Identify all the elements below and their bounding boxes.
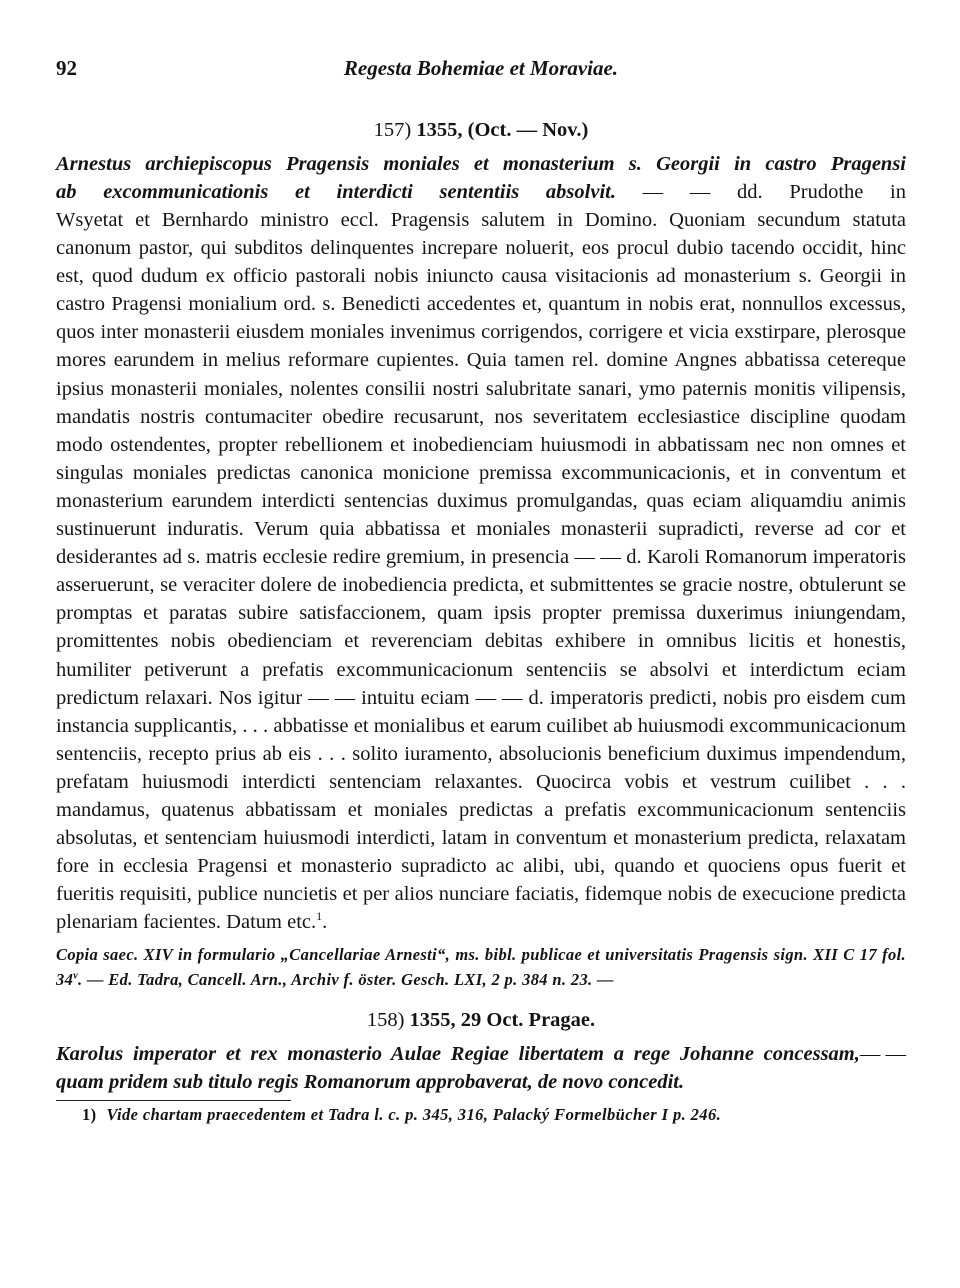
footnote-reference: 1 [316,909,323,924]
document-date: 1355, 29 Oct. Pragae. [409,1009,596,1032]
regest-157-dash: — — dd. Prudothe in [642,181,906,203]
regest-158 [56,1040,906,1096]
source-note-157 [56,942,906,992]
page [56,56,906,1126]
running-head [56,56,906,86]
regest-157-line2 [56,178,906,206]
regest-158-text: Karolus imperator et rex monasterio Aulae Regiae libertatem a rege Johanne concessam, quam pridem sub titulo regis Romanorum approbaverat, de novo concedit. [56,1043,860,1094]
source-note-rest: . — Ed. Tadra, Cancell. Arn., Archiv f. öster. Gesch. LXI, 2 p. 384 n. 23. — [78,970,614,990]
footnote-rule [56,1100,291,1101]
document-text-157: Wsyetat et Bernhardo ministro eccl. Pragensis salutem in Domino. Quoniam secundum statuta canonum pastor, qui subditos delinquentes increpare noluerit, eos procul dubio tacendo occidit, hinc est, quod dudum ex officio pastorali nobis iniuncto causa visitacionis ad monasterium s. Georgii in castro Pragensi monialium ord. s. Benedicti accedentes et, quantum in nobis erat, nonnullos excessus, quos inter monasterii eiusdem moniales invenimus corrigendos, corrigere et vicia exstirpare, plerosque mores earundem in melius reformare cupientes. Quia tamen rel. domine Angnes abbatissa cetereque ipsius monasterii moniales, nolentes consilii nostri salubritate sanari, ymo paternis monitis vilipensis, mandatis nostris contumaciter obedire recusarunt, nos severitatem ecclesiastice discipline quodam modo ostendentes, propter rebellionem et inobedienciam huiusmodi in abbatissam nec non omnes et singulas moniales predictas canonica monicione premissa excommunicacionis, et in conventum et monasterium earundem interdicti sentencias duximus promulgandas, quas eciam aliquamdiu animis sustinuerunt induratis. Verum quia abbatissa et moniales monasterii supradicti, reverse ad cor et desiderantes ad s. matris ecclesie redire gremium, in presencia — — d. Karoli Romanorum imperatoris asseruerunt, se veraciter dolere de inobediencia predicta, et submittentes se gracie nostre, obtulerunt se promptas et paratas subire satisfaccionem, quam ipsis propter premissa duxerimus iniungendam, promittentes nobis obedienciam et reverenciam debitas exhibere in omnibus licitis et honestis, humiliter petiverunt a prefatis excommunicacionum sentenciis se absolvi et interdictum eciam predictum relaxari. Nos igitur — — intuitu eciam — — d. imperatoris predicti, nobis pro eisdem cum instancia supplicantis, . . . abbatisse et monialibus et earum cuilibet ab huiusmodi excommunicacionum sentenciis, recepto prius ab eis . . . solito iuramento, absolucionis beneficium duximus impendendum, prefatam huiusmodi interdicti sentenciam relaxantes. Quocirca vobis et vestrum cuilibet . . . mandamus, quatenus abbatissam et moniales predictas a prefatis excommunicacionum sentenciis absolutas, et sentenciam huiusmodi interdicti, latam in conventum et monasterium predicta, relaxatam fore in ecclesia Pragensi et monasterio supradicto ac alibi, ubi, quando et quociens opus fuerit et fueritis requisiti, publice nuncietis et per alios nunciare faciatis, fidemque nobis de execucione predicta plenariam facientes. Datum etc.$^1$. [56,209,906,934]
document-number: 157) [373,119,412,141]
document-date: 1355, (Oct. — Nov.) [416,119,589,141]
source-note-text: Copia saec. XIV in formulario „Cancellariae Arnesti“, ms. bibl. publicae et universitatis Pragensis sign. XII C 17 fol. 34 [56,945,906,990]
footnote [56,1104,906,1126]
document-text-157-body: Wsyetat et Bernhardo ministro eccl. Pragensis salutem in Domino. Quoniam secundum statuta canonum pastor, qui subditos delinquentes increpare noluerit, eos procul dubio tacendo occidit, hinc est, quod dudum ex officio pastorali nobis iniuncto causa visitacionis ad monasterium s. Georgii in castro Pragensi monialium ord. s. Benedicti accedentes et, quantum in nobis erat, nonnullos excessus, quos inter monasterii eiusdem moniales invenimus corrigendos, corrigere et vicia exstirpare, plerosque mores earundem in melius reformare cupientes. Quia tamen rel. domine Angnes abbatissa cetereque ipsius monasterii moniales, nolentes consilii nostri salubritate sanari, ymo paternis monitis vilipensis, mandatis nostris contumaciter obedire recusarunt, nos severitatem ecclesiastice discipline quodam modo ostendentes, propter rebellionem et inobedienciam huiusmodi in abbatissam nec non omnes et singulas moniales predictas canonica monicione premissa excommunicacionis, et in conventum et monasterium earundem interdicti sentencias duximus promulgandas, quas eciam aliquamdiu animis sustinuerunt induratis. Verum quia abbatissa et moniales monasterii supradicti, reverse ad cor et desiderantes ad s. matris ecclesie redire gremium, in presencia — — d. Karoli Romanorum imperatoris asseruerunt, se veraciter dolere de inobediencia predicta, et submittentes se gracie nostre, obtulerunt se promptas et paratas subire satisfaccionem, quam ipsis propter premissa duxerimus iniungendam, promittentes nobis obedienciam et reverenciam debitas exhibere in omnibus licitis et honestis, humiliter petiverunt a prefatis excommunicacionum sentenciis se absolvi et interdictum eciam predictum relaxari. Nos igitur — — intuitu eciam — — d. imperatoris predicti, nobis pro eisdem cum instancia supplicantis, . . . abbatisse et monialibus et earum cuilibet ab huiusmodi excommunicacionum sentenciis, recepto prius ab eis . . . solito iuramento, absolucionis beneficium duximus impendendum, prefatam huiusmodi interdicti sentenciam relaxantes. Quocirca vobis et vestrum cuilibet . . . mandamus, quatenus abbatissam et moniales predictas a prefatis excommunicacionum sentenciis absolutas, et sentenciam huiusmodi interdicti, latam in conventum et monasterium predicta, relaxatam fore in ecclesia Pragensi et monasterio supradicto ac alibi, ubi, quando et quociens opus fuerit et fueritis requisiti, publice nuncietis et per alios nunciare faciatis, fidemque nobis de execucione predicta plenariam facientes. Datum etc. [56,209,906,934]
source-note-sup: v [73,970,78,982]
footnote-mark: 1) [82,1105,97,1125]
regest-158-dash: — — [859,1043,906,1066]
regest-157-line1: Arnestus archiepiscopus Pragensis moniales et monasterium s. Georgii in castro Pragensi [56,153,906,175]
running-title: Regesta Bohemiae et Moraviae. [343,56,619,80]
document-heading-157 [56,116,906,144]
regest-157-line2-text: ab excommunicationis et interdicti sententiis absolvit. [56,181,616,203]
document-number: 158) [366,1009,405,1032]
page-number: 92 [56,56,77,80]
footnote-text: Vide chartam praecedentem et Tadra l. c. p. 345, 316, Palacký Formelbücher I p. 246. [106,1105,722,1125]
document-heading-158 [56,1006,906,1034]
